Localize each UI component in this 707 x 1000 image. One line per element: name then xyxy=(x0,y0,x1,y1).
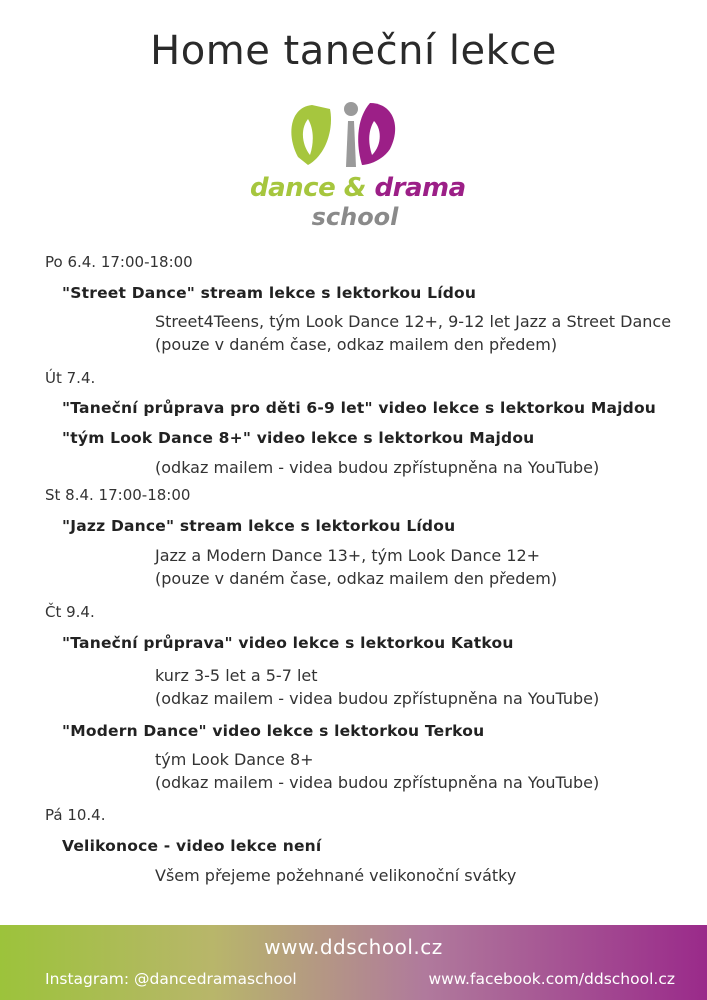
logo-emblem-icon xyxy=(250,95,460,175)
lesson-detail: Všem přejeme požehnané velikonoční svátky xyxy=(155,866,517,885)
logo-text-school: school xyxy=(311,203,399,231)
footer-bar xyxy=(0,925,707,1000)
lesson-title: Velikonoce - video lekce není xyxy=(62,837,322,855)
lesson-detail: (pouze v daném čase, odkaz mailem den předem) xyxy=(155,569,558,588)
lesson-title: "Street Dance" stream lekce s lektorkou Lídou xyxy=(62,284,477,302)
lesson-title: "tým Look Dance 8+" video lekce s lektorkou Majdou xyxy=(62,429,535,447)
lesson-title: "Modern Dance" video lekce s lektorkou Terkou xyxy=(62,722,485,740)
facebook-link[interactable]: www.facebook.com/ddschool.cz xyxy=(428,970,675,988)
lesson-detail: Jazz a Modern Dance 13+, tým Look Dance 12+ xyxy=(155,546,541,565)
lesson-detail: (odkaz mailem - videa budou zpřístupněna na YouTube) xyxy=(155,458,600,477)
day-date: Čt 9.4. xyxy=(45,603,95,621)
day-date: Pá 10.4. xyxy=(45,806,106,824)
lesson-detail: (odkaz mailem - videa budou zpřístupněna na YouTube) xyxy=(155,773,600,792)
school-logo xyxy=(250,95,466,240)
logo-text-dance-drama: dance & drama xyxy=(250,173,466,203)
lesson-title: "Taneční průprava pro děti 6-9 let" video lekce s lektorkou Majdou xyxy=(62,399,657,417)
page-title: Home taneční lekce xyxy=(150,28,557,74)
lesson-title: "Taneční průprava" video lekce s lektorkou Katkou xyxy=(62,634,514,652)
lesson-detail: kurz 3-5 let a 5-7 let xyxy=(155,666,318,685)
lesson-detail: (pouze v daném čase, odkaz mailem den předem) xyxy=(155,335,558,354)
lesson-detail: tým Look Dance 8+ xyxy=(155,750,314,769)
lesson-title: "Jazz Dance" stream lekce s lektorkou Lídou xyxy=(62,517,456,535)
lesson-detail: (odkaz mailem - videa budou zpřístupněna na YouTube) xyxy=(155,689,600,708)
website-link[interactable]: www.ddschool.cz xyxy=(264,935,443,959)
lesson-detail: Street4Teens, tým Look Dance 12+, 9-12 let Jazz a Street Dance xyxy=(155,312,672,331)
day-date: St 8.4. 17:00-18:00 xyxy=(45,486,191,504)
day-date: Po 6.4. 17:00-18:00 xyxy=(45,253,193,271)
instagram-link[interactable]: Instagram: @dancedramaschool xyxy=(45,970,297,988)
day-date: Út 7.4. xyxy=(45,369,96,387)
